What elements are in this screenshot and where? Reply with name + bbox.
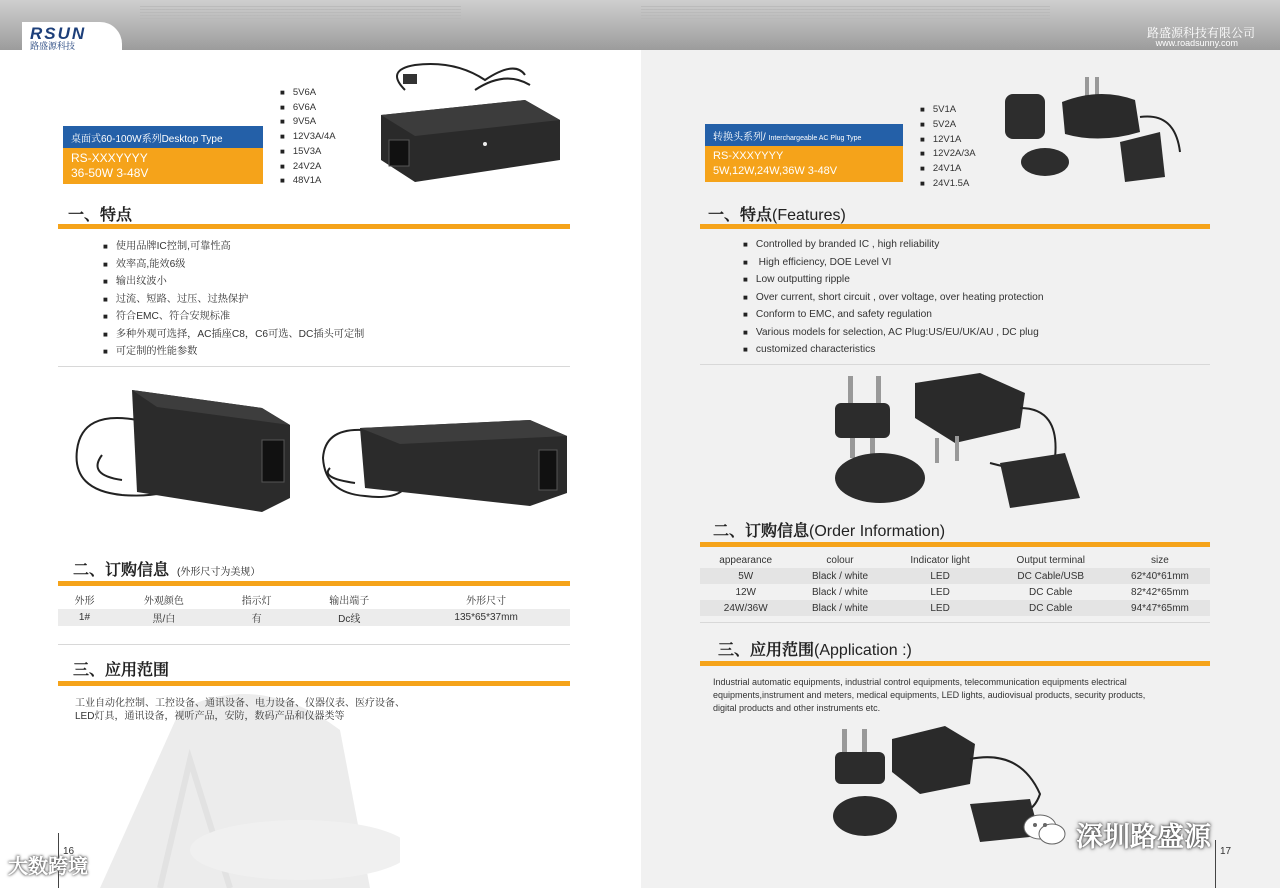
feature-item: ■ Low outputting ripple (743, 271, 1044, 289)
column-header: Indicator light (910, 554, 970, 566)
table-cell: Dc线 (296, 609, 402, 626)
spec-list-left (280, 86, 336, 189)
table-cell: Black / white (791, 568, 888, 584)
company-name: 路盛源科技有限公司 (1146, 26, 1255, 40)
column-header: 指示灯 (241, 596, 272, 607)
adapter-photo-1 (62, 380, 292, 520)
application-text-right (713, 676, 1145, 715)
table-cell: DC Cable (992, 600, 1110, 616)
features-list-right (743, 236, 1044, 359)
application-divider-right (700, 661, 1210, 666)
column-header: 外形 (74, 596, 95, 607)
spec-item: ■ 24V1.5A (920, 177, 976, 192)
feature-item: ■ Conform to EMC, and safety regulation (743, 306, 1044, 324)
order-title (73, 557, 260, 580)
table-cell: 135*65*37mm (402, 609, 570, 626)
series-tag-left (63, 126, 263, 184)
features-title: 一、特点 (68, 207, 133, 224)
spec-item: ■ 12V3A/4A (280, 130, 336, 145)
feature-item: ■ 输出纹波小 (103, 273, 364, 291)
column-header: appearance (719, 554, 773, 566)
model-number: RS-XXXYYYY (71, 151, 148, 165)
series-name-en: Interchargeable AC Plug Type (768, 135, 862, 142)
table-header-row (700, 552, 1210, 568)
watermark-left: 大数跨境 (8, 856, 88, 878)
table-row (700, 584, 1210, 600)
application-title-right (718, 637, 912, 660)
features-divider-right (700, 224, 1210, 229)
table-row (58, 609, 570, 626)
order-divider-right (700, 542, 1210, 547)
table-cell: 黑/白 (111, 609, 217, 626)
order-bottom-rule-right (700, 622, 1210, 623)
spec-item: ■ 24V2A (280, 160, 336, 175)
company-website: www.roadsunny.com (1155, 38, 1238, 48)
column-header: colour (826, 554, 854, 566)
power-range: 5W,12W,24W,36W 3-48V (713, 165, 838, 177)
order-title-note: (外形尺寸为美规） (177, 567, 261, 578)
column-header: Output terminal (1016, 554, 1085, 566)
table-cell: 5W (700, 568, 791, 584)
table-cell: 有 (217, 609, 296, 626)
column-header: 外观颜色 (143, 596, 184, 607)
spec-item: ■ 5V1A (920, 103, 976, 118)
spec-list-right (920, 103, 976, 192)
series-tag-right (705, 124, 903, 182)
plug-adapter-image-middle (830, 368, 1090, 513)
table-cell: 62*40*61mm (1110, 568, 1210, 584)
brand-logo-subtitle: 路盛源科技 (30, 41, 76, 51)
column-header: 外形尺寸 (466, 596, 507, 607)
feature-item: ■ Various models for selection, AC Plug:US/EU/UK/AU , DC plug (743, 324, 1044, 342)
application-line: LED灯具，通讯设备，视听产品，安防，数码产品和仪器类等 (75, 711, 345, 722)
brand-logo: RSUN (30, 24, 87, 43)
table-cell: DC Cable (1029, 586, 1073, 598)
spec-item: ■ 5V2A (920, 118, 976, 133)
feature-item: ■ 使用品牌IC控制,可靠性高 (103, 238, 364, 256)
features-bottom-rule-right (700, 364, 1210, 365)
application-line: Industrial automatic equipments, industrial control equipments, telecommunication equipments electrical (713, 677, 1127, 687)
features-divider (58, 224, 570, 229)
table-cell: DC Cable/USB (992, 568, 1110, 584)
adapter-photo-2 (315, 398, 570, 510)
feature-item: ■ 多种外观可选择，AC插座C8，C6可选、DC插头可定制 (103, 326, 364, 344)
feature-item: ■ 过流、短路、过压、过热保护 (103, 291, 364, 309)
desktop-adapter-image (375, 60, 565, 190)
application-title-cn: 三、应用范围 (718, 642, 815, 659)
series-name-right (705, 124, 903, 146)
model-number: RS-XXXYYYY (713, 150, 784, 162)
spec-item: ■ 5V6A (280, 86, 336, 101)
features-bottom-rule (58, 366, 570, 367)
table-cell: 1# (58, 609, 111, 626)
table-row (700, 600, 1210, 616)
table-cell: 82*42*65mm (1131, 586, 1189, 598)
order-title-text: 二、订购信息 (73, 562, 170, 579)
spec-item: ■ 6V6A (280, 101, 336, 116)
page-number-rule-right (1215, 840, 1216, 888)
page-number-left: 16 (63, 846, 75, 857)
feature-item: ■ 符合EMC、符合安规标准 (103, 308, 364, 326)
model-info (63, 148, 263, 184)
page-number-right: 17 (1220, 846, 1232, 857)
table-cell: 12W (735, 586, 756, 598)
watermark-right: 深圳路盛源 (1076, 822, 1211, 852)
table-cell: 94*47*65mm (1110, 600, 1210, 616)
feature-item: ■ customized characteristics (743, 341, 1044, 359)
feature-item: ■ 可定制的性能参数 (103, 343, 364, 361)
spec-item: ■ 24V1A (920, 162, 976, 177)
table-cell: 24W/36W (700, 600, 791, 616)
features-title-right (708, 202, 846, 225)
table-cell: Black / white (791, 600, 888, 616)
features-list-left (103, 238, 364, 361)
table-row (700, 568, 1210, 584)
application-text-left (75, 697, 405, 723)
table-cell: Black / white (811, 586, 869, 598)
table-cell: LED (889, 600, 992, 616)
column-header: size (1151, 554, 1169, 566)
spec-item: ■ 15V3A (280, 145, 336, 160)
table-cell: LED (889, 568, 992, 584)
spec-item: ■ 12V1A (920, 133, 976, 148)
table-cell: LED (930, 586, 950, 598)
feature-item: ■ Over current, short circuit , over voltage, over heating protection (743, 289, 1044, 307)
spec-item: ■ 48V1A (280, 174, 336, 189)
spec-item: ■ 9V5A (280, 115, 336, 130)
application-line: equipments,instrument and meters, medical equipments, LED lights, audiovisual products, security products, (713, 690, 1146, 700)
order-title-right (713, 518, 945, 541)
series-name: 桌面式60-100W系列Desktop Type (63, 126, 263, 148)
feature-item: ■ Controlled by branded IC , high reliability (743, 236, 1044, 254)
table-header-row (58, 590, 570, 609)
power-range: 36-50W 3-48V (71, 166, 149, 180)
order-bottom-rule (58, 644, 570, 645)
application-title: 三、应用范围 (73, 662, 170, 679)
feature-item: ■ 效率高,能效6级 (103, 256, 364, 274)
order-divider (58, 581, 570, 586)
feature-item: ■ High efficiency, DOE Level VI (743, 254, 1044, 272)
application-line: 工业自动化控制、工控设备、通讯设备、电力设备、仪器仪表、医疗设备、 (75, 698, 405, 709)
order-table-left (58, 590, 570, 626)
series-name-cn: 转换头系列/ (713, 132, 766, 143)
application-line: digital products and other instruments etc. (713, 703, 881, 713)
spec-item: ■ 12V2A/3A (920, 147, 976, 162)
application-divider (58, 681, 570, 686)
features-title-cn: 一、特点 (708, 207, 773, 224)
model-info-right (705, 146, 903, 182)
plug-adapter-image-top (1000, 72, 1190, 184)
order-title-cn: 二、订购信息 (713, 523, 810, 540)
features-title-en: (Features) (772, 207, 846, 224)
order-title-en: (Order Information) (809, 523, 946, 540)
order-table-right (700, 552, 1210, 616)
wechat-icon (1022, 812, 1068, 848)
application-title-en: (Application :) (814, 642, 912, 659)
column-header: 输出端子 (329, 596, 370, 607)
